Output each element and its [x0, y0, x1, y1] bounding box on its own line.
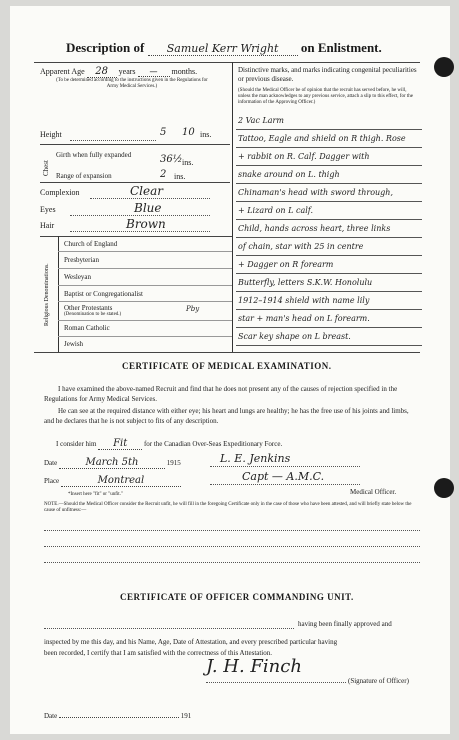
co-line-2: inspected by me this day, and his Name, Age, Date of Attestation, and every prescribed particular having — [44, 638, 338, 646]
chest-bracket-top — [40, 144, 230, 145]
height-dots — [70, 140, 156, 141]
medical-date-value: March 5th — [59, 457, 165, 469]
complexion-value: Clear — [130, 184, 164, 198]
mark-line: star + man's head on L forearm. — [236, 310, 422, 328]
expansion-unit: ins. — [174, 172, 186, 181]
religions-label: Religious Denominations. — [44, 263, 50, 326]
complexion-label: Complexion — [40, 188, 80, 197]
hair-value: Brown — [126, 217, 166, 231]
religion-wesleyan: Wesleyan — [64, 273, 92, 281]
age-months-value: — — [138, 67, 170, 77]
co-date-label: Date — [44, 712, 58, 720]
unfit-cause-line — [44, 562, 420, 563]
co-line-3: been recorded, I certify that I am satisfied with the correctness of this Attestation. — [44, 649, 273, 657]
mark-line: + Lizard on L calf. — [236, 202, 422, 220]
medical-officer-rank: Capt — A.M.C. — [242, 470, 325, 483]
medical-date-label: Date — [44, 459, 58, 467]
mark-line: + Dagger on R forearm — [236, 256, 422, 274]
co-date-year: 191 — [180, 712, 192, 720]
hair-dots — [70, 231, 210, 232]
religion-church-of-england: Church of England — [64, 240, 118, 248]
apparent-age-label: Apparent Age — [40, 67, 85, 76]
unfit-note: NOTE.—Should the Medical Officer consider the Recruit unfit, he will fill in the foregoing Certificate only in the case of those who have been attested, and will briefly state below the cause of unfitness:— — [44, 502, 412, 513]
mark-line: Tattoo, Eagle and shield on R thigh. Rose — [236, 130, 422, 148]
fitness-value: Fit — [98, 438, 142, 450]
religion-row-rule — [58, 268, 232, 269]
mark-line: + rabbit on R. Calf. Dagger with — [236, 148, 422, 166]
months-label: months. — [171, 67, 198, 76]
religion-label-divider — [58, 236, 59, 352]
commanding-certificate-heading: CERTIFICATE OF OFFICER COMMANDING UNIT. — [120, 592, 354, 602]
medical-place-label: Place — [44, 477, 60, 485]
eyes-dots — [70, 215, 210, 216]
column-divider — [232, 62, 233, 352]
religion-other-sub: (Denomination to be stated.) — [64, 312, 122, 317]
rank-dots — [210, 484, 360, 485]
religion-jewish: Jewish — [64, 340, 84, 348]
expansion-label: Range of expansion — [56, 172, 112, 180]
religion-row-rule — [58, 251, 232, 252]
medical-place-value: Montreal — [61, 475, 181, 487]
complexion-dots — [90, 198, 210, 199]
mark-line: snake around on L. thigh — [236, 166, 422, 184]
religion-presbyterian: Presbyterian — [64, 256, 99, 264]
religion-row-rule — [58, 285, 232, 286]
punch-hole-top — [434, 57, 454, 77]
co-name-line — [44, 628, 294, 629]
height-inches-value: 10 — [182, 127, 195, 138]
mark-line: Child, hands across heart, three links — [236, 220, 422, 238]
consider-suffix: for the Canadian Over-Seas Expeditionary Force. — [143, 440, 283, 448]
chest-label: Chest — [42, 160, 50, 176]
punch-hole-bottom — [434, 478, 454, 498]
religion-row-rule — [58, 301, 232, 302]
title-suffix: on Enlistment. — [300, 40, 382, 55]
co-signature-label: (Signature of Officer) — [348, 677, 409, 685]
medical-paragraph-1: I have examined the above-named Recruit and find that he does not present any of the causes of rejection specified in the Regulations for Army Medical Services. — [44, 385, 398, 403]
co-signature-line — [206, 682, 346, 683]
mark-line: Butterfly, letters S.K.W. Honolulu — [236, 274, 422, 292]
distinctive-marks-list — [236, 112, 422, 346]
frame-bottom-rule — [34, 352, 420, 353]
distinctive-marks-instruction: (Should the Medical Officer be of opinion that the recruit has served before, he will, unless the man acknowledges to any previous service, attach a slip to this effect, for the information of the Approving Officer.) — [238, 88, 413, 105]
attestation-page — [10, 6, 450, 734]
religion-other-mark: Pby — [186, 305, 200, 313]
consider-label: I consider him — [56, 440, 97, 448]
mark-line: of chain, star with 25 in centre — [236, 238, 422, 256]
height-feet-value: 5 — [160, 127, 167, 138]
mark-line: Chinaman's head with sword through, — [236, 184, 422, 202]
co-line-1: having been finally approved and — [298, 620, 392, 628]
height-unit: ins. — [200, 130, 212, 139]
mark-line: Scar key shape on L breast. — [236, 328, 422, 346]
distinctive-marks-heading: Distinctive marks, and marks indicating congenital peculiarities or previous disease. — [238, 66, 417, 83]
medical-place-row — [44, 475, 181, 487]
medical-certificate-heading: CERTIFICATE OF MEDICAL EXAMINATION. — [122, 361, 332, 371]
years-label: years — [118, 67, 136, 76]
consider-row — [56, 438, 282, 450]
apparent-age-row — [40, 66, 197, 78]
co-date-row — [44, 712, 191, 720]
girth-unit: ins. — [182, 158, 194, 167]
eyes-value: Blue — [134, 201, 162, 215]
religion-table-top — [40, 236, 232, 237]
medical-officer-signature: L. E. Jenkins — [220, 452, 291, 465]
mark-line: 1912–1914 shield with name lily — [236, 292, 422, 310]
hair-label: Hair — [40, 221, 55, 230]
frame-top-rule — [34, 62, 420, 63]
religion-baptist: Baptist or Congregationalist — [64, 290, 143, 298]
religion-row-rule — [58, 320, 232, 321]
recruit-name: Samuel Kerr Wright — [148, 42, 298, 56]
medical-year: 1915 — [166, 459, 181, 467]
signature-dots — [210, 466, 360, 467]
religion-row-rule — [58, 336, 232, 337]
expansion-value: 2 — [160, 169, 167, 180]
age-years-value: 28 — [87, 66, 117, 78]
medical-paragraph-2: He can see at the required distance with either eye; his heart and lungs are healthy; he has the free use of his joints and limbs, and he declares that he is not subject to fits of any description. — [44, 407, 409, 425]
mark-line: 2 Vac Larm — [236, 112, 422, 130]
age-note: (To be determined according to the instructions given in the Regulations for Army Medical Services.) — [56, 78, 208, 89]
chest-bracket-bottom — [40, 182, 230, 183]
unfit-cause-line — [44, 530, 420, 531]
insert-note: *Insert here "fit" or "unfit." — [68, 492, 123, 497]
eyes-label: Eyes — [40, 205, 56, 214]
page-title — [66, 40, 382, 56]
medical-officer-label: Medical Officer. — [350, 488, 397, 496]
religion-roman-catholic: Roman Catholic — [64, 324, 110, 332]
girth-label: Girth when fully expanded — [56, 151, 132, 159]
title-prefix: Description of — [66, 40, 145, 55]
religion-other-protestants: Other Protestants — [64, 304, 113, 312]
co-date-blank — [59, 717, 179, 718]
medical-date-row — [44, 457, 181, 469]
height-label: Height — [40, 130, 62, 139]
girth-value: 36½ — [160, 154, 183, 165]
unfit-cause-line — [44, 546, 420, 547]
co-signature: J. H. Finch — [206, 656, 302, 677]
